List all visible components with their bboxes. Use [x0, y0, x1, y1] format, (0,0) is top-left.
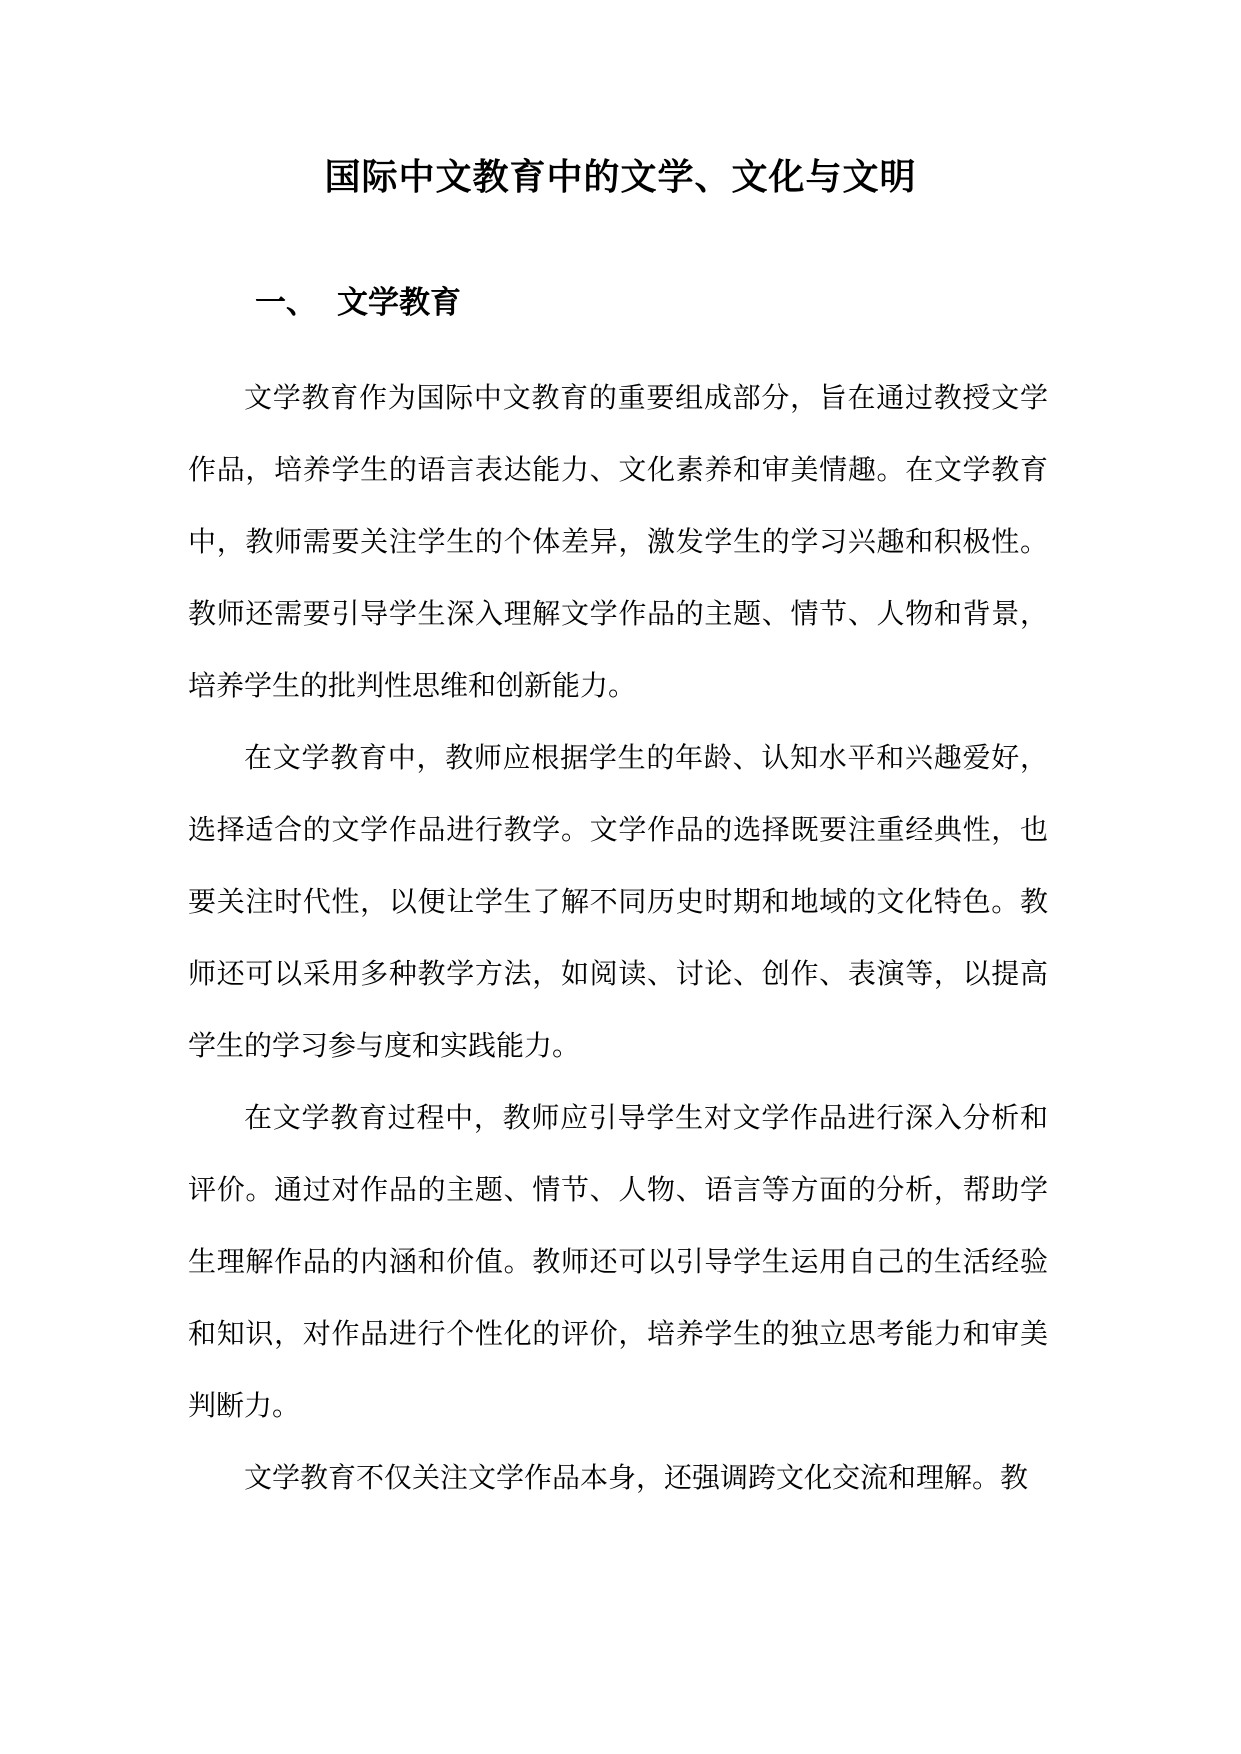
section-number: 一、	[255, 285, 317, 321]
document-title: 国际中文教育中的文学、文化与文明	[324, 156, 917, 198]
body-text	[188, 362, 1048, 1514]
section-heading	[255, 280, 461, 326]
paragraph-2: 在文学教育中，教师应根据学生的年龄、认知水平和兴趣爱好，选择适合的文学作品进行教学。文学作品的选择既要注重经典性，也要关注时代性，以便让学生了解不同历史时期和地域的文化特色。教师还可以采用多种教学方法，如阅读、讨论、创作、表演等，以提高学生的学习参与度和实践能力。	[188, 741, 1048, 1062]
paragraph-3: 在文学教育过程中，教师应引导学生对文学作品进行深入分析和评价。通过对作品的主题、情节、人物、语言等方面的分析，帮助学生理解作品的内涵和价值。教师还可以引导学生运用自己的生活经验和知识，对作品进行个性化的评价，培养学生的独立思考能力和审美判断力。	[188, 1101, 1048, 1422]
paragraph-4: 文学教育不仅关注文学作品本身，还强调跨文化交流和理解。教	[244, 1461, 1029, 1494]
paragraph-1: 文学教育作为国际中文教育的重要组成部分，旨在通过教授文学作品，培养学生的语言表达能力、文化素养和审美情趣。在文学教育中，教师需要关注学生的个体差异，激发学生的学习兴趣和积极性。教师还需要引导学生深入理解文学作品的主题、情节、人物和背景，培养学生的批判性思维和创新能力。	[188, 381, 1048, 702]
section-heading-text: 文学教育	[337, 285, 461, 321]
